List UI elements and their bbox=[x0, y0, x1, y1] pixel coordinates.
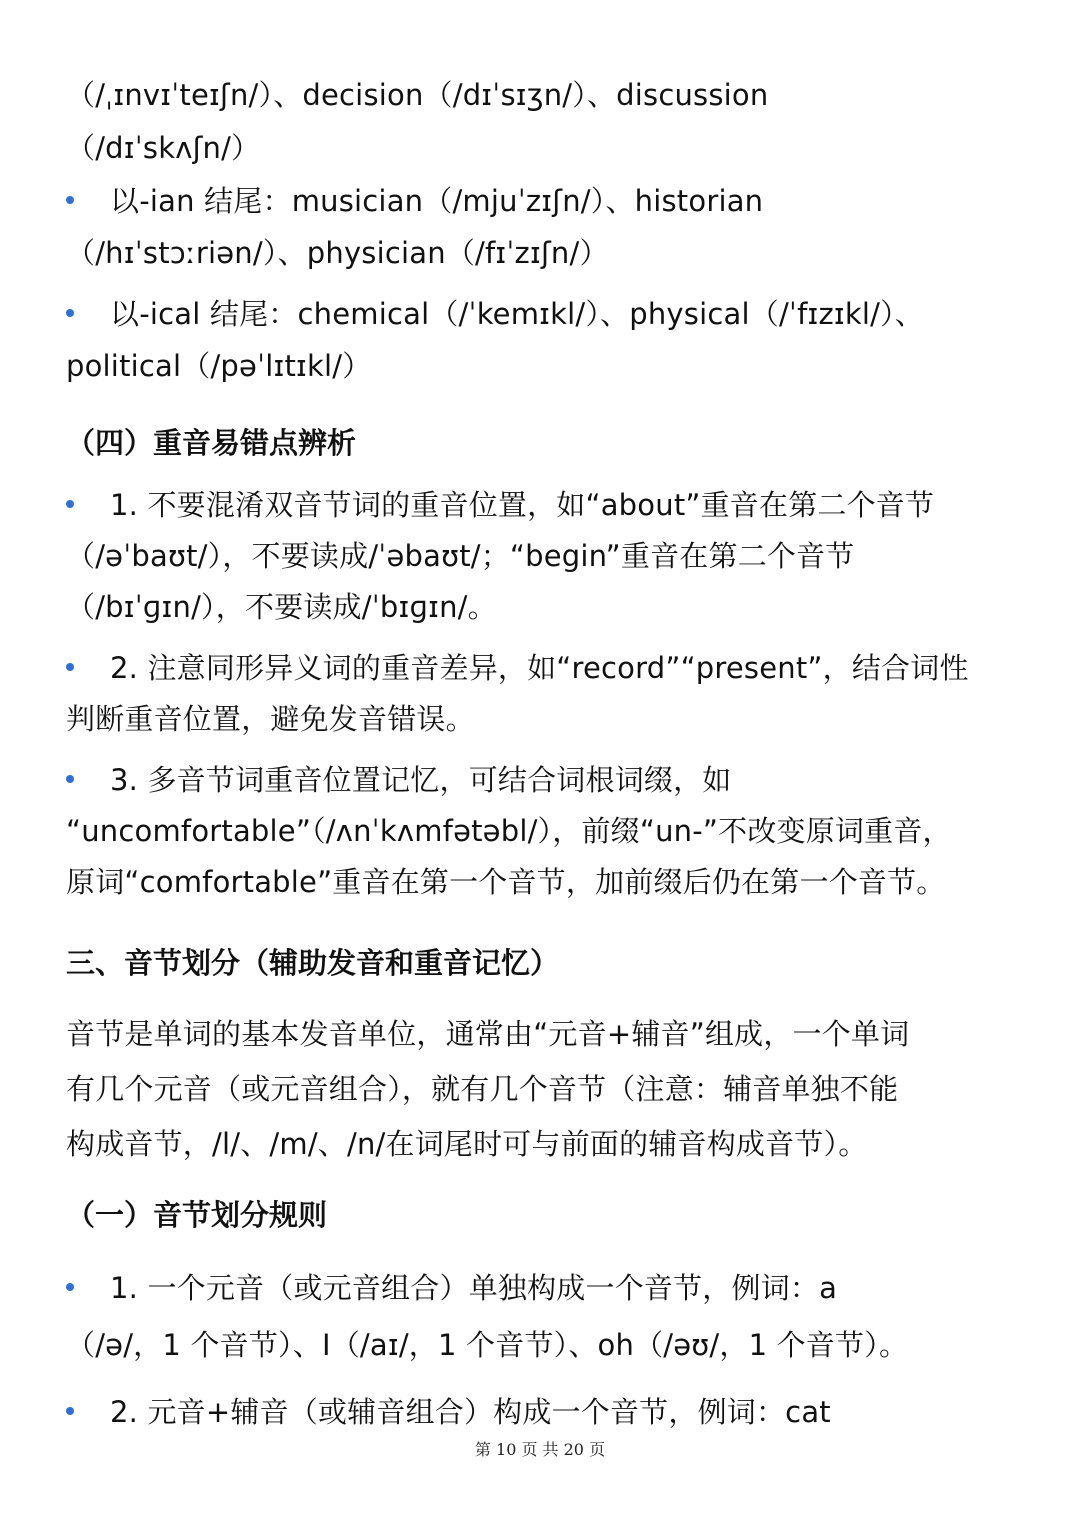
text-line: 构成音节，/l/、/m/、/n/在词尾时可与前面的辅音构成音节）。 bbox=[66, 1127, 868, 1161]
text-line: political（/pəˈlɪtɪkl/） bbox=[66, 349, 372, 383]
bullet-text: 1. 不要混淆双音节词的重音位置，如“about”重音在第二个音节 bbox=[110, 488, 935, 522]
page-number: 第 10 页 共 20 页 bbox=[474, 1440, 606, 1459]
bullet-item-ical bbox=[66, 289, 924, 340]
text-line: （/bɪˈɡɪn/），不要读成/ˈbɪɡɪn/。 bbox=[66, 590, 497, 624]
text-line: （/əˈbaʊt/），不要读成/ˈəbaʊt/；“begin”重音在第二个音节 bbox=[66, 539, 855, 573]
bullet-icon bbox=[66, 775, 74, 783]
bullet-item-rule-2 bbox=[66, 1387, 831, 1438]
text-line: 判断重音位置，避免发音错误。 bbox=[66, 702, 475, 736]
text-line: 音节是单词的基本发音单位，通常由“元音+辅音”组成，一个单词 bbox=[66, 1017, 910, 1051]
section-heading: （一）音节划分规则 bbox=[66, 1198, 328, 1232]
bullet-item-rule-1 bbox=[66, 1263, 837, 1314]
bullet-item-stress-1 bbox=[66, 480, 934, 531]
bullet-icon bbox=[66, 663, 74, 671]
bullet-text: 2. 注意同形异义词的重音差异，如“record”“present”，结合词性 bbox=[110, 651, 969, 685]
text-line: 有几个元音（或元音组合），就有几个音节（注意：辅音单独不能 bbox=[66, 1072, 899, 1106]
section-heading: （四）重音易错点辨析 bbox=[66, 426, 357, 460]
bullet-icon bbox=[66, 309, 74, 317]
bullet-text: 以-ian 结尾：musician（/mjuˈzɪʃn/）、historian bbox=[110, 184, 764, 218]
text-line: （/ə/，1 个音节）、I（/aɪ/，1 个音节）、oh（/əʊ/，1 个音节）。 bbox=[66, 1328, 909, 1362]
text-line: （/hɪˈstɔːriən/）、physician（/fɪˈzɪʃn/） bbox=[66, 236, 609, 270]
section-heading: 三、音节划分（辅助发音和重音记忆） bbox=[66, 946, 560, 980]
text-line: 原词“comfortable”重音在第一个音节，加前缀后仍在第一个音节。 bbox=[66, 865, 946, 899]
text-line: （/dɪˈskʌʃn/） bbox=[66, 131, 261, 165]
bullet-item-ian bbox=[66, 176, 763, 227]
bullet-icon bbox=[66, 196, 74, 204]
bullet-text: 3. 多音节词重音位置记忆，可结合词根词缀，如 bbox=[110, 763, 732, 797]
text-line: “uncomfortable”（/ʌnˈkʌmfətəbl/），前缀“un-”不改变原词重音， bbox=[66, 814, 952, 848]
bullet-item-stress-3 bbox=[66, 755, 732, 806]
bullet-icon bbox=[66, 1407, 74, 1415]
bullet-text: 2. 元音+辅音（或辅音组合）构成一个音节，例词：cat bbox=[110, 1395, 831, 1429]
bullet-text: 1. 一个元音（或元音组合）单独构成一个音节，例词：a bbox=[110, 1271, 838, 1305]
bullet-item-stress-2 bbox=[66, 643, 969, 694]
text-line: （/ˌɪnvɪˈteɪʃn/）、decision（/dɪˈsɪʒn/）、discussion bbox=[66, 78, 769, 112]
bullet-icon bbox=[66, 500, 74, 508]
bullet-icon bbox=[66, 1283, 74, 1291]
bullet-text: 以-ical 结尾：chemical（/ˈkemɪkl/）、physical（/ˈfɪzɪkl/）、 bbox=[110, 297, 924, 331]
